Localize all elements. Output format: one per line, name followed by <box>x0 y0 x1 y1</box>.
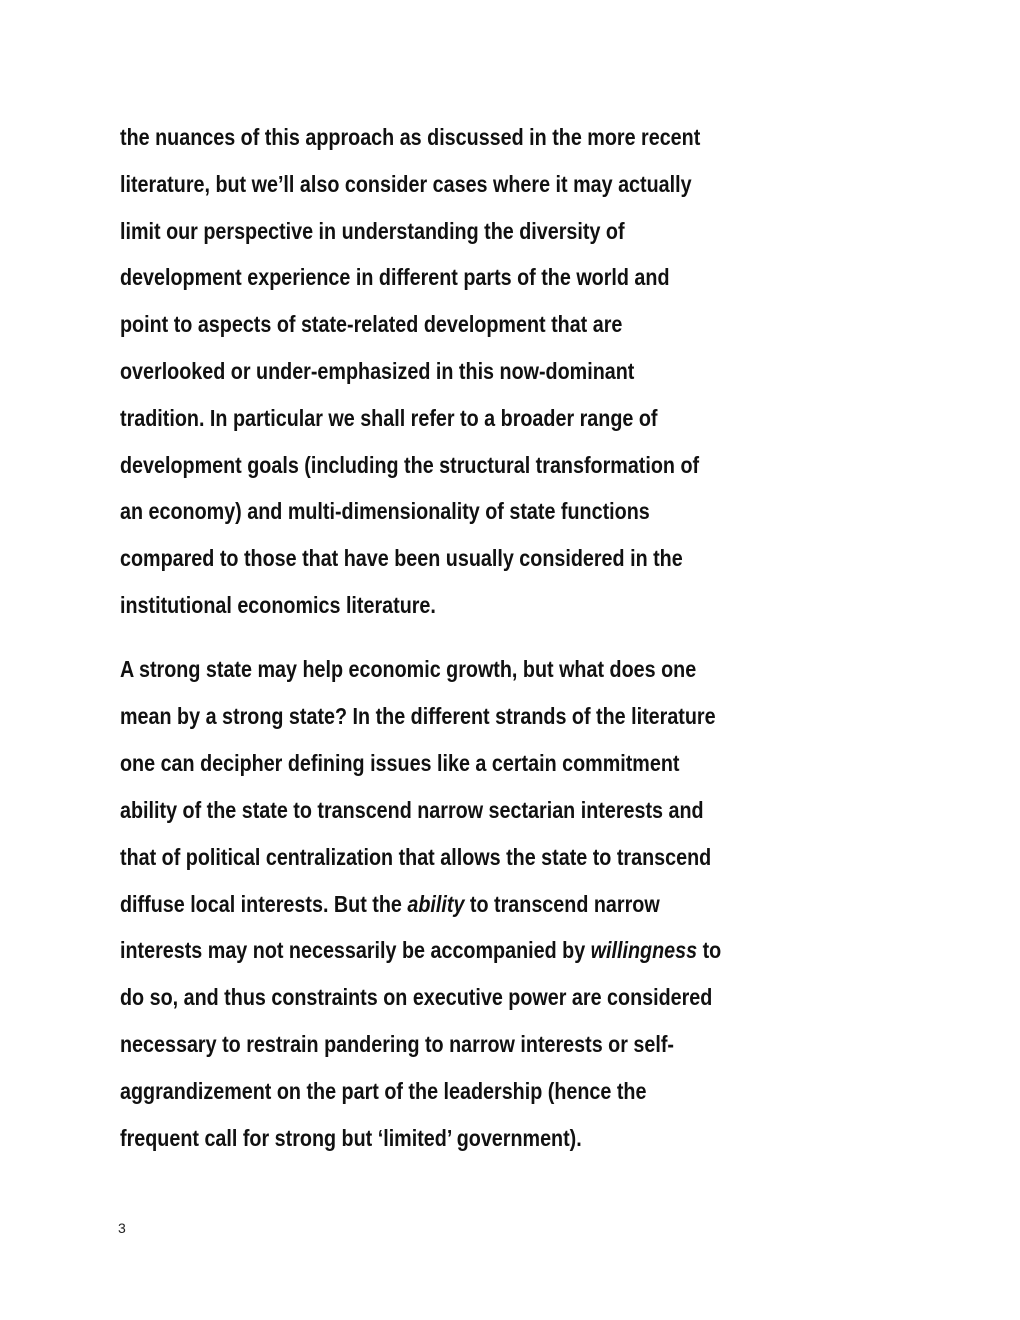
paragraph-1-line <box>120 496 650 526</box>
text-segment: development experience in different parts of the world and <box>120 264 670 291</box>
text-segment: the nuances of this approach as discussed in the more recent <box>120 124 701 150</box>
paragraph-1-line <box>120 590 436 620</box>
paragraph-2-line <box>120 748 679 778</box>
text-segment: one can decipher defining issues like a certain commitment <box>120 749 680 776</box>
text-segment: interests may not necessarily be accompanied by <box>120 937 591 964</box>
text-segment: do so, and thus constraints on executive power are considered <box>120 984 713 1011</box>
italic-emphasis: willingness <box>590 937 698 964</box>
text-segment: aggrandizement on the part of the leadership (hence the <box>120 1078 647 1105</box>
text-segment: limit our perspective in understanding the diversity of <box>120 217 625 244</box>
text-segment: institutional economics literature. <box>120 592 436 618</box>
paragraph-2-line <box>120 701 716 731</box>
paragraph-1-line <box>120 216 625 246</box>
paragraph-2-line <box>120 935 721 965</box>
paragraph-1-line <box>120 122 700 152</box>
page-number: 3 <box>118 1220 126 1236</box>
text-segment: point to aspects of state-related development that are <box>120 311 623 338</box>
paragraph-2-line <box>120 1076 646 1106</box>
text-segment: mean by a strong state? In the different strands of the literature <box>120 702 716 729</box>
paragraph-2-line <box>120 889 660 919</box>
paragraph-2-line <box>120 1123 582 1153</box>
paragraph-1-line <box>120 450 699 480</box>
text-segment: compared to those that have been usually considered in the <box>120 545 683 572</box>
text-segment: to transcend narrow <box>464 890 660 917</box>
text-segment: to <box>697 937 722 964</box>
paragraph-2-line <box>120 842 711 872</box>
paragraph-2-line <box>120 795 704 825</box>
paragraph-1-line <box>120 543 683 573</box>
text-segment: overlooked or under-emphasized in this now-dominant <box>120 358 635 384</box>
paragraph-1-line <box>120 403 657 433</box>
text-segment: diffuse local interests. But the <box>120 890 408 917</box>
text-segment: an economy) and multi-dimensionality of state functions <box>120 498 650 525</box>
text-segment: A strong state may help economic growth, but what does one <box>120 656 697 682</box>
paragraph-1-line <box>120 309 622 339</box>
text-segment: literature, but we’ll also consider cases where it may actually <box>120 170 692 197</box>
italic-emphasis: ability <box>407 890 465 917</box>
paragraph-1-line <box>120 262 670 292</box>
text-segment: necessary to restrain pandering to narrow interests or self- <box>120 1031 674 1058</box>
paragraph-2-line <box>120 1029 674 1059</box>
text-segment: that of political centralization that allows the state to transcend <box>120 843 712 870</box>
paragraph-1-line <box>120 356 634 386</box>
paragraph-2-line <box>120 654 696 684</box>
text-segment: ability of the state to transcend narrow sectarian interests and <box>120 796 704 823</box>
paragraph-2-line <box>120 982 712 1012</box>
text-segment: development goals (including the structural transformation of <box>120 451 700 478</box>
text-segment: tradition. In particular we shall refer to a broader range of <box>120 404 658 431</box>
paragraph-1-line <box>120 169 692 199</box>
text-segment: frequent call for strong but ‘limited’ government). <box>120 1125 582 1151</box>
